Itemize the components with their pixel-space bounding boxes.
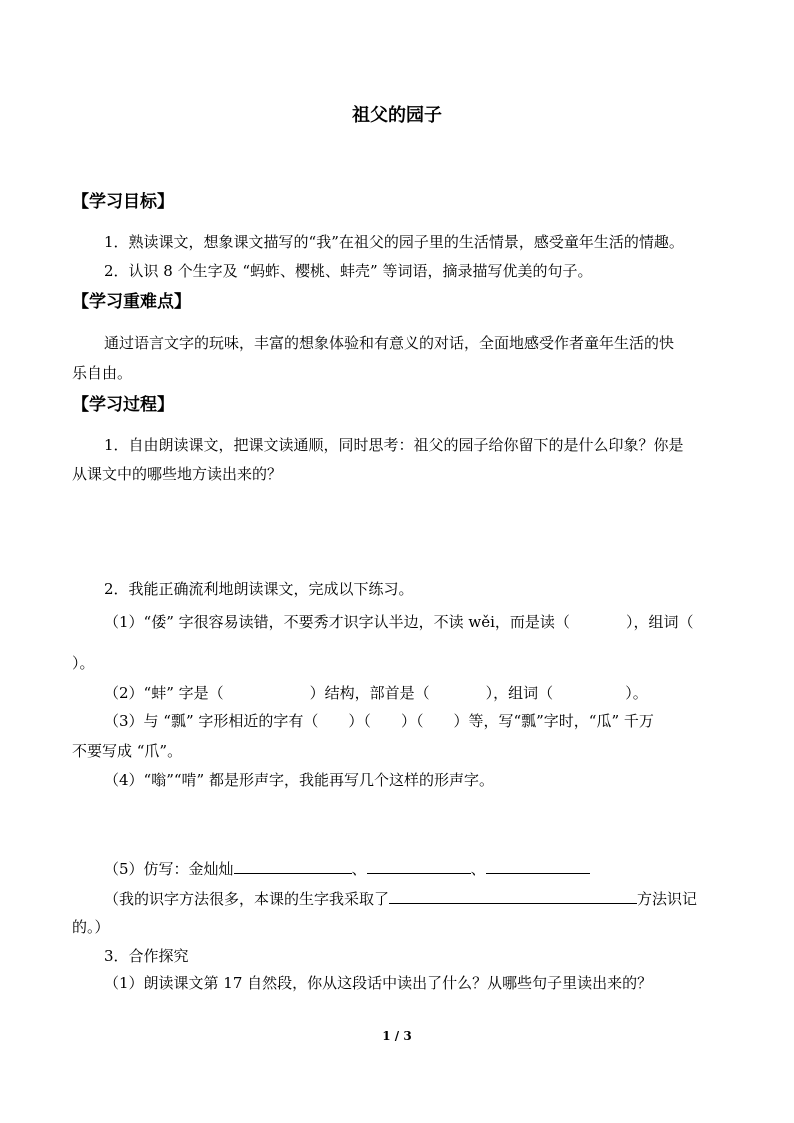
question-2-2	[104, 682, 648, 704]
question-2-5	[104, 857, 590, 880]
question-2-1-line-2: ）。	[72, 654, 95, 672]
note-text-a: （我的识字方法很多，本课的生字我采取了	[104, 890, 390, 908]
answer-underline[interactable]	[486, 857, 590, 874]
q2-1-text-b: ），组词（	[625, 613, 694, 631]
question-2-intro: 2．我能正确流利地朗读课文，完成以下练习。	[104, 580, 414, 598]
goal-item-2: 2．认识 8 个生字及 “蚂蚱、樱桃、蚌壳” 等词语，摘录描写优美的句子。	[104, 262, 593, 280]
section-heading-goals: 【学习目标】	[72, 192, 174, 212]
q2-2-text-c: ），组词（	[485, 684, 554, 702]
question-3-1: （1）朗读课文第 17 自然段，你从这段话中读出了什么？从哪些句子里读出来的？	[104, 974, 653, 992]
question-2-4: （4）“嗡”“啃” 都是形声字，我能再写几个这样的形声字。	[104, 771, 494, 789]
answer-underline[interactable]	[389, 887, 637, 904]
note-text-b: 方法识记	[637, 890, 698, 908]
q2-3-text-c: ）（	[400, 712, 424, 730]
question-2-3-line-2: 不要写成 “爪”。	[72, 742, 183, 760]
page-title: 祖父的园子	[352, 105, 442, 126]
q2-5-separator-2: 、	[470, 860, 486, 878]
q2-1-text-a: （1）“倭” 字很容易读错，不要秀才识字认半边，不读 wěi，而是读（	[104, 613, 570, 631]
q2-5-separator-1: 、	[351, 860, 367, 878]
q2-3-text-a: （3）与 “瓢” 字形相近的字有（	[104, 712, 319, 730]
goal-item-1: 1．熟读课文，想象课文描写的“我”在祖父的园子里的生活情景，感受童年生活的情趣。	[104, 233, 684, 251]
section-heading-process: 【学习过程】	[72, 395, 174, 415]
question-1-line-1: 1．自由朗读课文，把课文读通顺，同时思考：祖父的园子给你留下的是什么印象？你是	[104, 436, 684, 454]
q2-2-text-d: ）。	[625, 684, 648, 702]
question-2-3-line-1	[104, 710, 654, 732]
q2-2-text-a: （2）“蚌” 字是（	[104, 684, 224, 702]
q2-3-text-b: ）（	[348, 712, 371, 730]
q2-2-text-b: ）结构，部首是（	[309, 684, 430, 702]
keypoints-line-2: 乐自由。	[72, 364, 133, 382]
q2-3-text-d: ）等，写“瓢”字时，“瓜” 千万	[453, 712, 654, 730]
question-2-1-line-1	[104, 611, 693, 633]
answer-underline[interactable]	[367, 857, 471, 874]
answer-underline[interactable]	[234, 857, 352, 874]
page-number: 1 / 3	[382, 1029, 412, 1043]
question-1-line-2: 从课文中的哪些地方读出来的？	[72, 465, 283, 483]
section-heading-keypoints: 【学习重难点】	[72, 292, 191, 312]
question-3-heading: 3．合作探究	[104, 947, 189, 965]
keypoints-line-1: 通过语言文字的玩味，丰富的想象体验和有意义的对话，全面地感受作者童年生活的快	[104, 334, 675, 352]
study-method-note-line-2: 的。）	[72, 918, 110, 936]
q2-5-text-a: （5）仿写：金灿灿	[104, 860, 234, 878]
study-method-note-line-1	[104, 887, 697, 910]
